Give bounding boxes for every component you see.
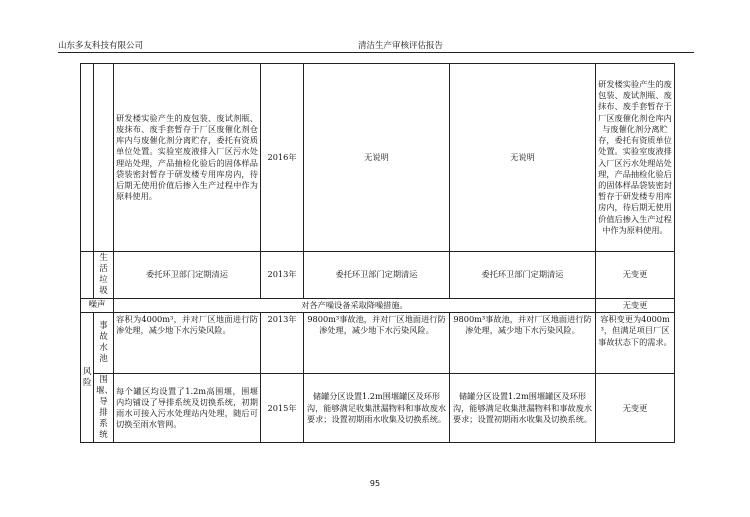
page-header bbox=[58, 38, 694, 53]
pool-measure-cell: 容积为4000m³，并对厂区地面进行防渗处理，减少地下水污染风险。 bbox=[114, 313, 261, 374]
category-cell bbox=[81, 252, 94, 299]
company-name: 山东多友科技有限公司 bbox=[58, 41, 144, 51]
dike-measure-cell: 每个罐区均设置了1.2m高围堰，围堰内均铺设了导排系统及切换系统，初期雨水可接入污水处理站内处理，随后可切换至雨水管网。 bbox=[114, 374, 261, 443]
waste-change-cell: 研发楼实验产生的废包装、废试剂瓶、废抹布、废手套暂存于厂区废催化剂仓库内与废催化剂分离贮存，委托有资质单位处置。实验室废液排入厂区污水处理站处理，产品抽检化验后的固体样品袋装密封暂存于研发楼专用库房内，待后期无使用价值后掺入生产过程中作为原料使用。 bbox=[596, 64, 675, 252]
noise-change-cell: 无变更 bbox=[596, 299, 675, 313]
noise-measure-cell: 对各产噪设备采取降噪措施。 bbox=[114, 299, 596, 313]
table-row bbox=[81, 252, 675, 299]
dike-col5-cell: 储罐分区设置1.2m围堰罐区及环形沟，能够满足收集泄漏物料和事故废水要求；设置初期雨水收集及切换系统。 bbox=[450, 374, 596, 443]
garbage-col5-cell: 委托环卫部门定期清运 bbox=[450, 252, 596, 299]
table-row bbox=[81, 313, 675, 374]
table-row bbox=[81, 374, 675, 443]
waste-col4-cell: 无说明 bbox=[304, 64, 450, 252]
subcategory-cell bbox=[94, 64, 114, 252]
pool-col5-cell: 9800m³事故池，并对厂区地面进行防渗处理，减少地下水污染风险。 bbox=[450, 313, 596, 374]
pool-label: 事故水池 bbox=[94, 313, 114, 374]
table-row bbox=[81, 64, 675, 252]
category-cell bbox=[81, 64, 94, 252]
dike-year-cell: 2015年 bbox=[261, 374, 304, 443]
risk-label: 风险 bbox=[81, 313, 94, 443]
garbage-change-cell: 无变更 bbox=[596, 252, 675, 299]
assessment-table bbox=[80, 63, 675, 443]
dike-change-cell: 无变更 bbox=[596, 374, 675, 443]
pool-change-cell: 容积变更为4000m³，但满足项目厂区事故状态下的需求。 bbox=[596, 313, 675, 374]
dike-label: 围堰、导排系统 bbox=[94, 374, 114, 443]
garbage-year-cell: 2013年 bbox=[261, 252, 304, 299]
garbage-label: 生活垃圾 bbox=[94, 252, 114, 299]
waste-measure-cell: 研发楼实验产生的废包装、废试剂瓶、废抹布、废手套暂存于厂区废催化剂仓库内与废催化剂分离贮存，委托有资质单位处置。实验室废液排入厂区污水处理站处理，产品抽检化验后的固体样品袋装密封暂存于研发楼专用库房内，待后期无使用价值后掺入生产过程中作为原料使用。 bbox=[114, 64, 261, 252]
table-row bbox=[81, 299, 675, 313]
pool-year-cell: 2013年 bbox=[261, 313, 304, 374]
waste-year-cell: 2016年 bbox=[261, 64, 304, 252]
garbage-measure-cell: 委托环卫部门定期清运 bbox=[114, 252, 261, 299]
page-number: 95 bbox=[369, 479, 381, 488]
noise-label: 噪声 bbox=[81, 299, 114, 313]
report-title: 清洁生产审核评估报告 bbox=[358, 41, 444, 51]
pool-col4-cell: 9800m³事故池，并对厂区地面进行防渗处理，减少地下水污染风险。 bbox=[304, 313, 450, 374]
dike-col4-cell: 储罐分区设置1.2m围堰罐区及环形沟，能够满足收集泄漏物料和事故废水要求；设置初期雨水收集及切换系统。 bbox=[304, 374, 450, 443]
waste-col5-cell: 无说明 bbox=[450, 64, 596, 252]
garbage-col4-cell: 委托环卫部门定期清运 bbox=[304, 252, 450, 299]
